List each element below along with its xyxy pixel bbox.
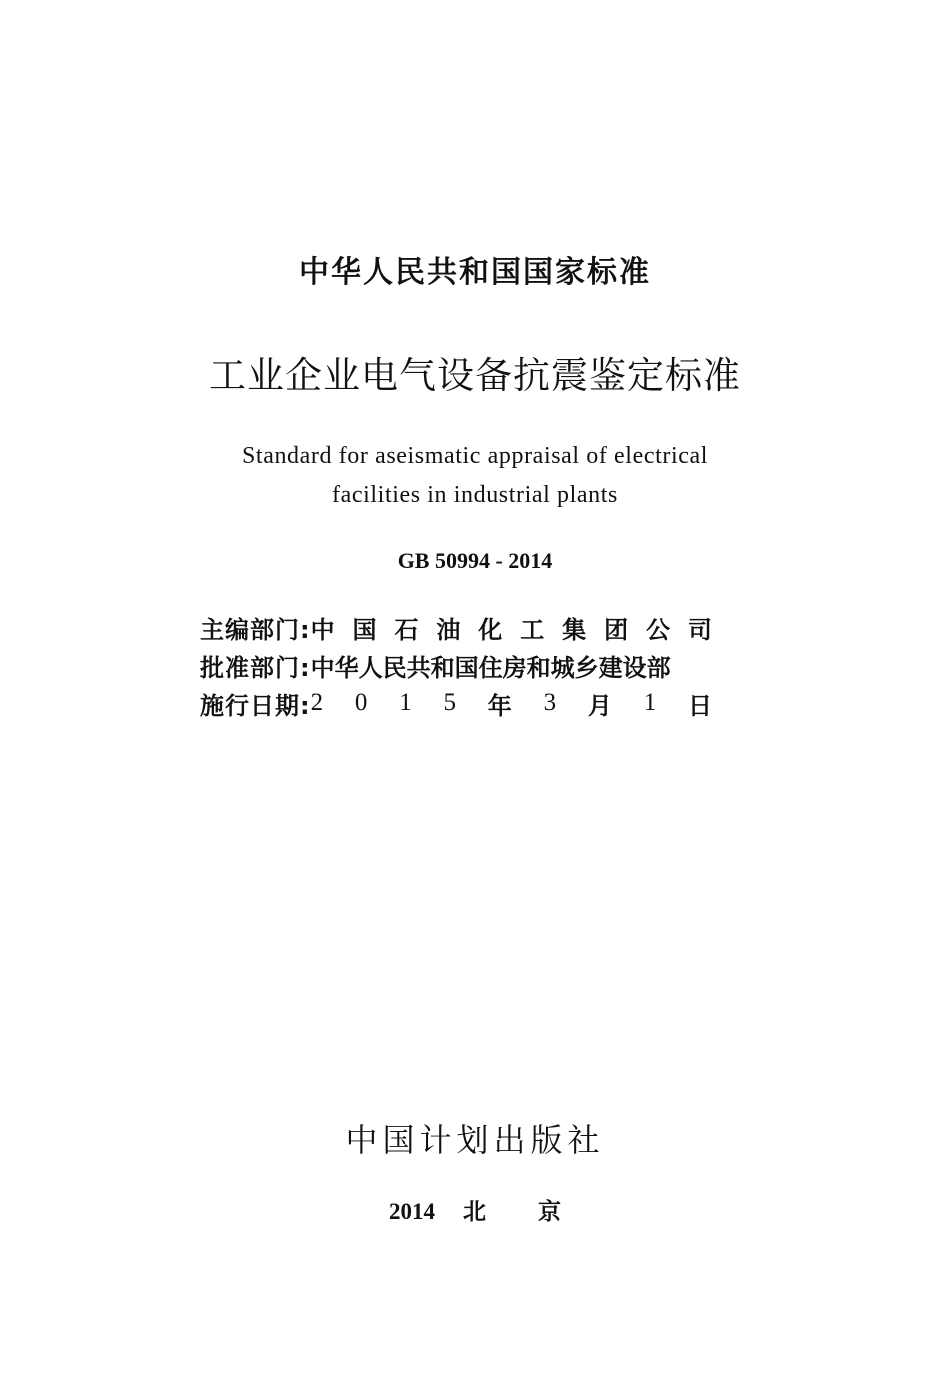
national-standard-heading: 中华人民共和国国家标准 <box>299 255 651 290</box>
effective-date-value <box>311 686 712 721</box>
date-char: 1 <box>399 689 412 716</box>
editor-char: 石 <box>394 615 419 644</box>
editor-char: 国 <box>352 615 377 644</box>
date-char: 1 <box>643 689 657 716</box>
document-title-chinese: 工业企业电气设备抗震鉴定标准 <box>209 354 741 397</box>
date-char: 2 <box>310 689 324 716</box>
editor-char: 团 <box>604 615 629 644</box>
editor-char: 司 <box>687 615 712 644</box>
date-char: 5 <box>443 689 456 716</box>
date-char: 日 <box>687 691 712 720</box>
date-char: 月 <box>587 691 612 720</box>
editor-char: 化 <box>478 615 503 644</box>
editor-department-value <box>311 610 712 645</box>
document-title-english-line-2: facilities in industrial plants <box>332 482 618 508</box>
imprint-line <box>0 1196 950 1228</box>
imprint-city: 北京 <box>463 1199 613 1225</box>
imprint-year: 2014 <box>389 1199 435 1224</box>
effective-date-row <box>200 685 712 721</box>
effective-date-label: 施行日期: <box>200 691 311 720</box>
editor-char: 中 <box>310 615 335 644</box>
standard-code: GB 50994 - 2014 <box>397 548 553 573</box>
document-title-english-line-1: Standard for aseismatic appraisal of electrical <box>241 443 708 469</box>
editor-char: 工 <box>520 615 545 644</box>
publisher-name: 中国计划出版社 <box>345 1121 605 1159</box>
editor-department-label: 主编部门: <box>200 615 311 644</box>
date-char: 年 <box>487 691 512 720</box>
approving-department-label: 批准部门: <box>200 653 311 682</box>
approving-department-row <box>200 647 712 683</box>
editor-char: 油 <box>436 615 461 644</box>
editor-char: 公 <box>645 615 670 644</box>
editor-char: 集 <box>562 615 587 644</box>
date-char: 0 <box>354 689 368 716</box>
date-char: 3 <box>543 689 557 716</box>
approving-department-value: 中华人民共和国住房和城乡建设部 <box>310 653 671 682</box>
editor-department-row <box>200 609 712 645</box>
